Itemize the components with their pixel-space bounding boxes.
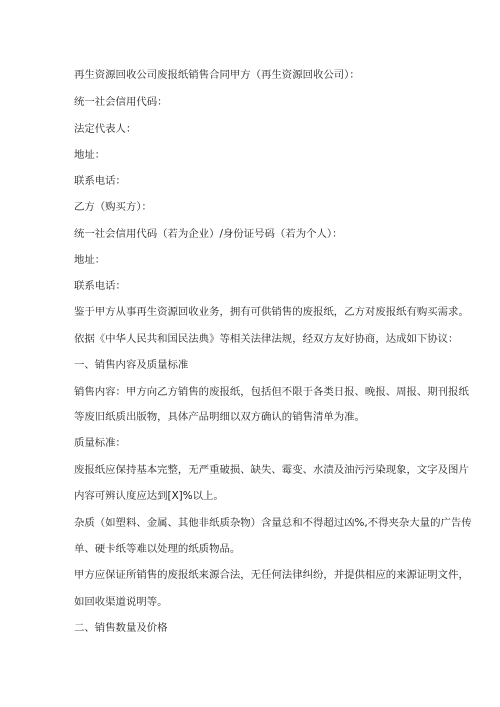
sales-content-line-2: 等废旧纸质出版物，具体产品明细以双方确认的销售清单为准。 [74, 411, 365, 423]
section-1-heading: 一、销售内容及质量标准 [74, 359, 189, 371]
party-b-heading: 乙方（购买方）： [74, 201, 152, 213]
quality-line-1: 废报纸应保持基本完整，无严重破损、缺失、霉变、水渍及油污污染现象，文字及图片 [74, 464, 469, 476]
preamble-line-1: 鉴于甲方从事再生资源回收业务，拥有可供销售的废报纸，乙方对废报纸有购买需求。 [74, 306, 469, 318]
party-a-address: 地址： [74, 149, 106, 161]
party-b-address: 地址： [74, 254, 106, 266]
impurity-line-1: 杂质（如塑料、金属、其他非纸质杂物）含量总和不得超过凶%,不得夹杂大量的广告传 [74, 517, 472, 529]
party-a-legal-rep: 法定代表人： [74, 123, 137, 135]
impurity-line-2: 单、硬卡纸等难以处理的纸质物品。 [74, 543, 241, 555]
section-2-heading: 二、销售数量及价格 [74, 622, 168, 634]
sales-content-line-1: 销售内容：甲方向乙方销售的废报纸，包括但不限于各类日报、晚报、周报、期刊报纸 [74, 386, 469, 398]
party-a-credit-code: 统一社会信用代码： [74, 96, 168, 108]
contract-title-party-a: 再生资源回收公司废报纸销售合同甲方（再生资源回收公司）： [74, 69, 360, 81]
quality-standard-label: 质量标准： [74, 437, 126, 449]
party-a-phone: 联系电话： [74, 175, 126, 187]
preamble-line-2: 依据《中华人民共和国民法典》等相关法律法规，经双方友好协商，达成如下协议： [74, 333, 459, 345]
party-b-id-code: 统一社会信用代码（若为企业）/身份证号码（若为个人）： [74, 228, 343, 240]
source-line-2: 如回收渠道说明等。 [74, 596, 168, 608]
quality-line-2: 内容可辨认度应达到[X]%以上。 [74, 490, 224, 502]
party-b-phone: 联系电话： [74, 280, 126, 292]
source-line-1: 甲方应保证所销售的废报纸来源合法，无任何法律纠纷，并提供相应的来源证明文件， [74, 569, 469, 581]
